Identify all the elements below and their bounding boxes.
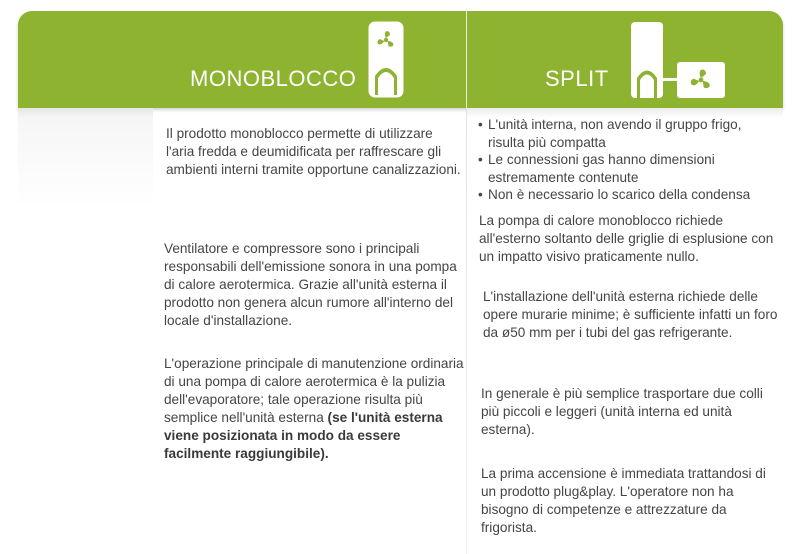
column-divider [466,108,467,554]
split-advantages-list [478,116,778,204]
mono-paragraph-3 [164,355,464,463]
monobloc-unit-fan-icon [366,20,406,100]
list-item: • Non è necessario lo scarico della condensa [478,186,778,204]
split-paragraph-2: La pompa di calore monoblocco richiede all'esterno soltanto delle griglie di esplusione con un impatto visivo praticamente nullo. [479,213,774,264]
split-unit-fan-icon [628,20,728,102]
split-paragraph-3: L'installazione dell'unità esterna richiede delle opere murarie minime; è sufficiente infatti un foro da ø50 mm per i tubi del gas refrigerante. [483,289,778,340]
monoblocco-title: MONOBLOCCO [190,66,357,91]
mono-paragraph-3-text: L'operazione principale di manutenzione ordinaria di una pompa di calore aerotermica è la pulizia dell'evaporatore; tale operazione risulta più semplice nell'unità esterna [164,356,464,425]
split-paragraph-5: La prima accensione è immediata trattandosi di un prodotto plug&play. L'operatore non ha bisogno di competenze e attrezzature da frigorista. [481,466,766,535]
left-shade [18,108,153,208]
split-title: SPLIT [545,66,609,91]
split-paragraph-4: In generale è più semplice trasportare due colli più piccoli e leggeri (unità interna ed unità esterna). [481,386,763,437]
header-divider [466,11,467,108]
mono-paragraph-1: Il prodotto monoblocco permette di utilizzare l'aria fredda e deumidificata per raffrescare gli ambienti interni tramite opportune canalizzazioni. [166,126,461,177]
list-item: • L'unità interna, non avendo il gruppo frigo, risulta più compatta [478,116,778,151]
list-item: • Le connessioni gas hanno dimensioni estremamente contenute [478,151,778,186]
mono-paragraph-3-bold: (se l'unità esterna viene posizionata in modo da essere facilmente raggiungibile). [164,410,443,461]
mono-paragraph-2: Ventilatore e compressore sono i principali responsabili dell'emissione sonora in una pompa di calore aerotermica. Grazie all'unità esterna il prodotto non genera alcun rumore all'interno del locale d'installazione. [164,241,457,328]
